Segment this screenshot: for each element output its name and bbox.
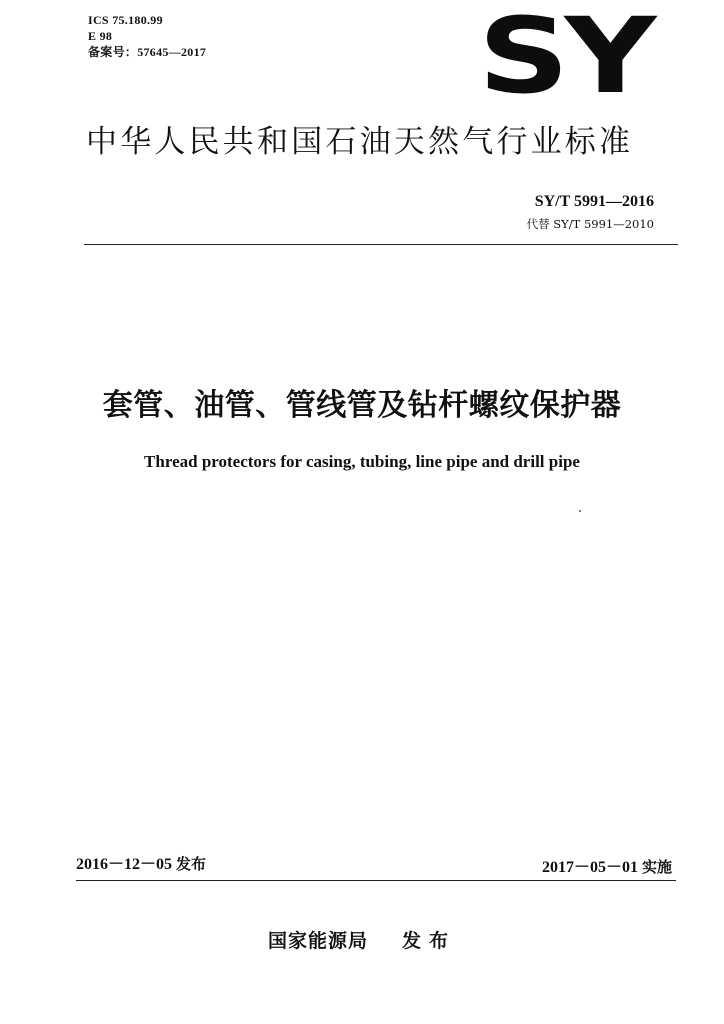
implementation-date: 2017－05－01 bbox=[541, 859, 638, 876]
top-divider bbox=[84, 244, 678, 245]
title-english: Thread protectors for casing, tubing, line pipe and drill pipe bbox=[144, 452, 580, 471]
industry-standard-heading: 中华人民共和国石油天然气行业标准 bbox=[86, 124, 634, 160]
scan-speck bbox=[579, 510, 581, 512]
filing-number: 备案号：57645—2017 bbox=[88, 45, 207, 59]
replaces-standard: 代替 SY/T 5991—2010 bbox=[526, 217, 654, 231]
ccs-code: E 98 bbox=[88, 29, 113, 43]
classification-block bbox=[88, 12, 206, 60]
publisher-organization: 国家能源局 bbox=[267, 930, 368, 952]
implementation-label: 实施 bbox=[641, 858, 672, 876]
issue-label: 发布 bbox=[176, 855, 207, 873]
sy-logo: SY bbox=[478, 0, 652, 117]
issue-date-line bbox=[76, 854, 206, 875]
implementation-date-line bbox=[542, 857, 672, 878]
standard-number: SY/T 5991—2016 bbox=[534, 193, 654, 210]
title-chinese: 套管、油管、管线管及钻杆螺纹保护器 bbox=[102, 388, 622, 423]
publisher-action: 发布 bbox=[402, 930, 457, 952]
publisher-line bbox=[0, 928, 724, 954]
issue-date: 2016－12－05 bbox=[76, 856, 173, 873]
ics-code: ICS 75.180.99 bbox=[88, 13, 163, 27]
bottom-divider bbox=[76, 880, 676, 881]
